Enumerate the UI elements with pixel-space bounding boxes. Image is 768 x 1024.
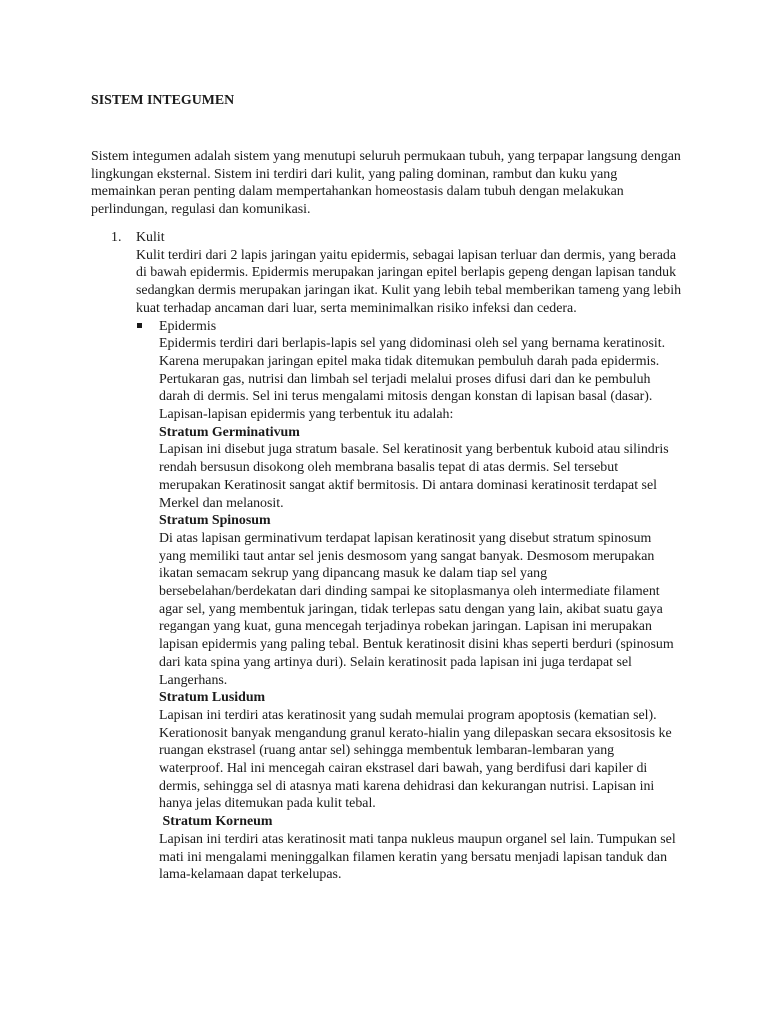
text-line: bersebelahan/berdekatan dari dinding sampai ke sitoplasmanya oleh intermediate filament [159,584,660,600]
sub-item-title: Epidermis [159,318,217,334]
epidermis-content [159,335,691,884]
square-bullet-icon [137,323,142,328]
text-line: mati ini mengalami meninggalkan filamen keratin yang bersatu menjadi lapisan tanduk dan [159,849,668,865]
list-item-kulit [91,229,691,247]
text-line: Di atas lapisan germinativum terdapat lapisan keratinosit yang disebut stratum spinosum [159,530,652,546]
text-line: ikatan semacam sekrup yang dipancang masuk ke dalam tiap sel yang [159,566,548,582]
text-line: Lapisan ini terdiri atas keratinosit mati tanpa nukleus maupun organel sel lain. Tumpukan sel [159,831,676,847]
list-item-title: Kulit [136,230,165,245]
text-line: lama-kelamaan dapat terkelupas. [159,867,342,883]
intro-paragraph [91,148,691,219]
stratum-heading: Stratum Lusidum [159,690,266,706]
sub-item-epidermis [136,318,691,336]
text-line: kuat terhadap ancaman dari luar, serta meminimalkan risiko infeksi dan cedera. [136,300,577,316]
text-line: ruangan ekstrasel (ruang antar sel) sehingga membentuk lembaran-lembaran yang [159,743,615,759]
stratum-heading: Stratum Germinativum [159,424,300,440]
text-line: Merkel dan melanosit. [159,495,284,511]
text-line: memainkan peran penting dalam mempertahankan homeostasis dalam tubuh dengan melakukan [91,184,624,200]
text-line: dermis, sehingga sel di atasnya mati karena dehidrasi dan kekurangan nutrisi. Lapisan ini [159,778,655,794]
text-line: rendah bersusun disokong oleh membrana basalis tepat di atas dermis. Sel tersebut [159,460,619,476]
text-line: agar sel, yang membentuk jaringan, tidak terlepas satu dengan yang lain, akibat suatu gaya [159,601,663,617]
text-line: Sistem integumen adalah sistem yang menutupi seluruh permukaan tubuh, yang terpapar langsung dengan [91,149,681,164]
text-line: Epidermis terdiri dari berlapis-lapis sel yang didominasi oleh sel yang bernama keratinosit. [159,336,666,352]
text-line: Lapisan ini disebut juga stratum basale. Sel keratinosit yang berbentuk kuboid atau silindris [159,442,669,458]
stratum-heading: Stratum Spinosum [159,513,271,529]
text-line: sedangkan dermis merupakan jaringan ikat. Kulit yang lebih tebal memberikan tameng yang lebih [136,283,682,299]
document-title: SISTEM INTEGUMEN [91,93,235,108]
text-line: merupakan Keratinosit sangat aktif bermitosis. Di antara dominasi keratinosit terdapat sel [159,477,657,493]
list-number: 1. [111,230,122,245]
text-line: darah di dermis. Sel ini terus mengalami mitosis dengan konstan di lapisan basal (dasar). [159,389,653,405]
text-line: Langerhans. [159,672,228,688]
text-line: lapisan epidermis yang paling tebal. Bentuk keratinosit disini khas seperti berduri (spinosum [159,637,674,653]
kulit-paragraph [136,247,691,318]
text-line: Pertukaran gas, nutrisi dan limbah sel terjadi melalui proses difusi dari dan ke pembuluh [159,371,651,387]
text-line: dari kata spina yang artinya duri). Selain keratinosit pada lapisan ini juga terdapat sel [159,654,632,670]
text-line: hanya jelas ditemukan pada kulit tebal. [159,796,376,812]
text-line: Lapisan ini terdiri atas keratinosit yang sudah memulai program apoptosis (kematian sel). [159,707,657,723]
text-line: Kerationosit banyak mengandung granul kerato-hialin yang dilepaskan secara eksositosis ke [159,725,672,741]
text-line: lingkungan eksternal. Sistem ini terdiri dari kulit, yang paling dominan, rambut dan kuku yang [91,166,618,182]
text-line: Kulit terdiri dari 2 lapis jaringan yaitu epidermis, sebagai lapisan terluar dan dermis, yang berada [136,247,677,263]
text-line: di bawah epidermis. Epidermis merupakan jaringan epitel berlapis gepeng dengan lapisan tanduk [136,265,677,281]
text-line: yang memiliki taut antar sel jenis desmosom yang sangat banyak. Desmosom merupakan [159,548,655,564]
text-line: Lapisan-lapisan epidermis yang terbentuk itu adalah: [159,407,454,422]
text-line: Karena merupakan jaringan epitel maka tidak ditemukan pembuluh darah pada epidermis. [159,353,660,369]
numbered-list [91,229,691,884]
text-line: regangan yang kuat, guna mencegah terjadinya robekan jaringan. Lapisan ini merupakan [159,619,652,635]
text-line: perlindungan, regulasi dan komunikasi. [91,202,311,218]
text-line: waterproof. Hal ini mencegah cairan ekstrasel dari bawah, yang berdifusi dari kapiler di [159,761,648,777]
stratum-heading: Stratum Korneum [159,814,273,830]
